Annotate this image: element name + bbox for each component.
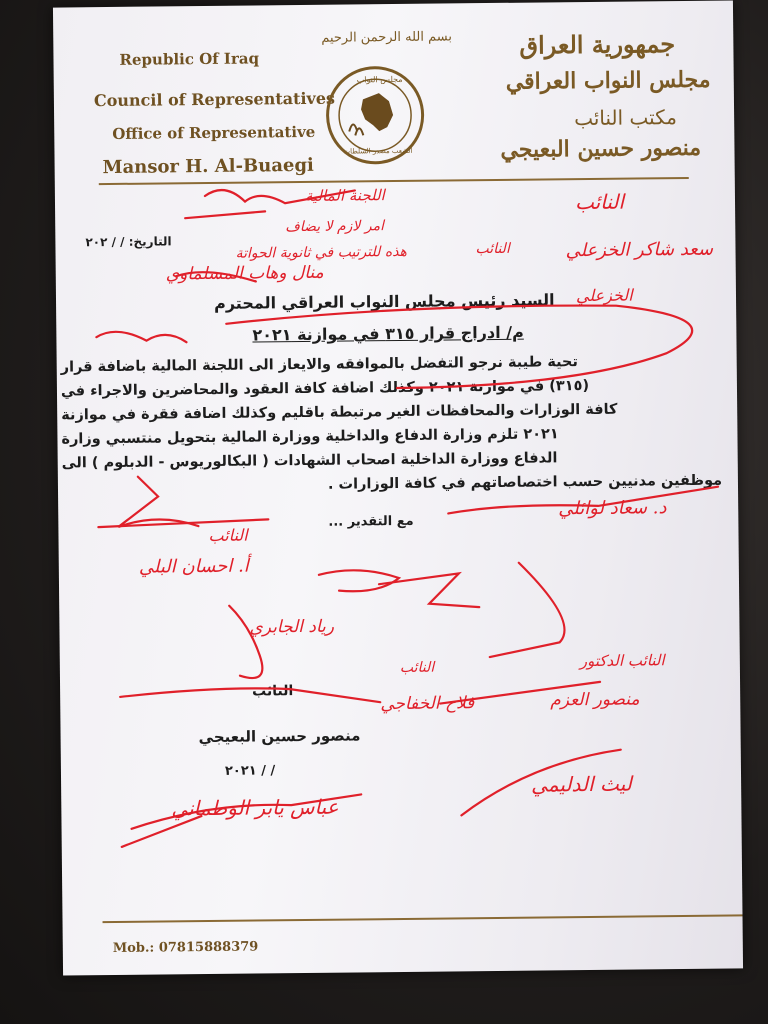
handwritten-note-line-4: النائب [475, 240, 510, 258]
letterhead-council-en: Council of Representatives [93, 88, 336, 111]
handwritten-signature-saad: سعد شاكر الخزعلي [565, 238, 714, 262]
letter-body-line-6: موظفين مدنيين حسب اختصاصاتهم في كافة الوزارات . [327, 472, 723, 493]
letter-date: التاريخ: / / ٢٠٢ [85, 234, 172, 250]
handwritten-lower-title: النائب [399, 659, 435, 676]
handwritten-signature-falah: فلاح الخفاجي [380, 693, 475, 715]
letterhead-country-en: Republic Of Iraq [119, 49, 260, 69]
red-ink-strokes [53, 0, 743, 975]
basmala: بسم الله الرحمن الرحيم [321, 29, 453, 46]
handwritten-signature-riyad: رياد الجابري [249, 616, 335, 638]
letterhead-office-en: Office of Representative [112, 122, 316, 143]
footer-mobile: Mob.: 07815888379 [112, 939, 259, 957]
letter-body-line-2: (٣١٥) في موازنة ٢٠٢١ وكذلك اضافة كافة العقود والمحاضرين والاجراء في [60, 377, 590, 400]
handwritten-signature-ihsan: أ. احسان البلي [138, 555, 249, 578]
handwritten-signature-mansour: منصور العزم [550, 689, 640, 711]
handwritten-note-line-2: امر لازم لا يضاف [285, 218, 385, 236]
sign-date: / / ٢٠٢١ [224, 763, 276, 779]
handwritten-signature-suad: د. سعاد لوائلي [558, 497, 667, 520]
handwritten-side-mark: الخزعلي [575, 285, 633, 306]
letter-closing: مع التقدير ... [328, 513, 414, 530]
letter-addressee: السيد رئيس مجلس النواب العراقي المحترم [213, 290, 555, 313]
handwritten-finance-committee: اللجنة المالية [304, 186, 385, 205]
letterhead-name-ar: منصور حسين البعيجي [500, 134, 702, 163]
letterhead-office-ar: مكتب النائب [574, 105, 678, 131]
letterhead-council-ar: مجلس النواب العراقي [505, 66, 711, 95]
handwritten-right-title: النائب [574, 189, 625, 215]
handwritten-signature-laith: ليث الدليمي [530, 771, 632, 797]
signatory-title: النائب [252, 683, 294, 700]
seal-text-top: مجلس النواب [356, 74, 403, 85]
letter-body-line-5: الدفاع ووزارة الداخلية اصحاب الشهادات ( البكالوريوس - الدبلوم ) الى [61, 450, 558, 472]
handwritten-signature-abbas: عباس يابر الوطماني [171, 794, 339, 821]
letter-body-line-1: تحية طيبة نرجو التفضل بالموافقه والايعاز الى اللجنة المالية باضافة قرار [60, 354, 578, 376]
signatory-name: منصور حسين البعيجي [198, 726, 361, 747]
letterhead-country-ar: جمهورية العراق [519, 29, 676, 60]
handwritten-doctor-title: النائب الدكتور [579, 651, 665, 671]
letter-body-line-3: كافة الوزارات والمحافظات الغير مرتبطة باقليم وكذلك اضافة فقرة في موازنة [61, 401, 618, 424]
handwritten-note-line-3: هذه للترتيب في ثانوية الحواتة [235, 243, 407, 262]
handwritten-mid-title: النائب [208, 525, 248, 545]
letter-subject: م/ ادراج قرار ٣١٥ في موازنة ٢٠٢١ [252, 322, 524, 345]
handwritten-signature-manal: منال وهاب المسلماوي [165, 262, 324, 285]
letterhead-name-en: Mansor H. Al-Buaegi [102, 154, 314, 179]
seal-text-bottom: الشعب مصدر السلطات [343, 146, 413, 156]
letter-body-line-4: ٢٠٢١ تلزم وزارة الدفاع والداخلية ووزارة المالية بتحويل منتسبي وزارة [61, 426, 559, 448]
letter-page [53, 0, 743, 975]
